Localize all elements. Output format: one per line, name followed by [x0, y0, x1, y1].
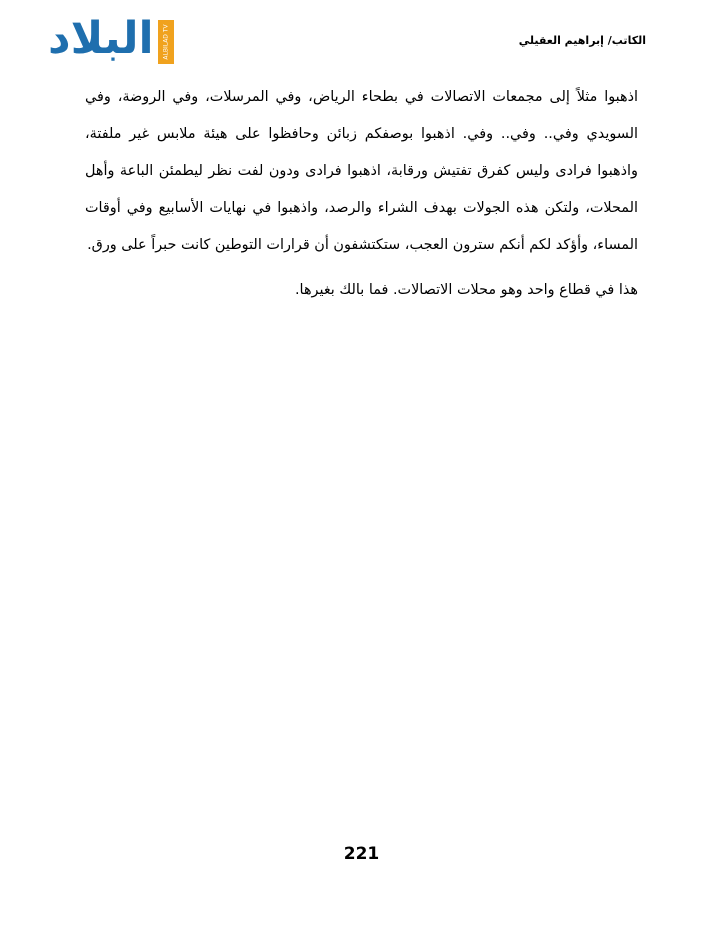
logo-badge-text: ALBILAD TV [162, 24, 170, 60]
paragraph: هذا في قطاع واحد وهو محلات الاتصالات. فما بالك بغيرها. [294, 282, 638, 298]
author-line: الكاتب/ إبراهيم العقيلي [518, 34, 646, 47]
page-number: 221 [343, 844, 380, 864]
article-body [85, 79, 638, 309]
logo-badge [158, 20, 174, 64]
publication-logo [48, 13, 178, 66]
logo-wordmark: البلاد [48, 13, 154, 64]
paragraph: اذهبوا مثلاً إلى مجمعات الاتصالات في بطحاء الرياض، وفي المرسلات، وفي الروضة، وفي السويدي وفي.. وفي.. وفي. اذهبوا بوصفكم زبائن وحافظوا على هيئة ملابس غير ملفتة، واذهبوا فرادى وليس كفرق تفتيش ورقابة، اذهبوا فرادى ودون لفت نظر ليطمئن الباعة وأهل المحلات، ولتكن هذه الجولات بهدف الشراء والرصد، واذهبوا في نهايات الأسابيع وفي أوقات المساء، وأؤكد لكم أنكم سترون العجب، ستكتشفون أن قرارات التوطين كانت حبراً على ورق. [85, 89, 638, 253]
